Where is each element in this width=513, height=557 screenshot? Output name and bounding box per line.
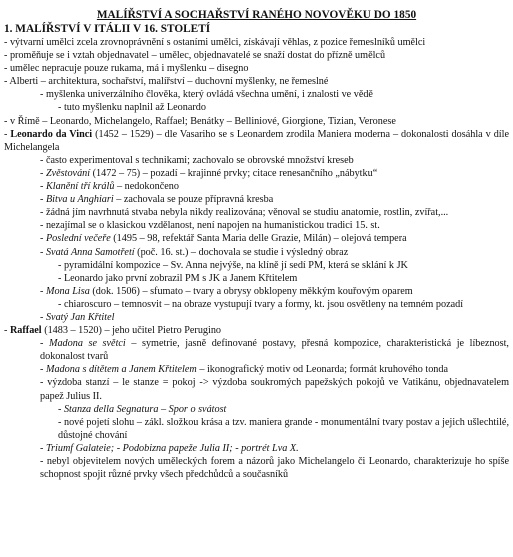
text-line: - umělec nepracuje pouze rukama, má i myšlenku – disegno: [4, 63, 249, 75]
artwork-title: Triumf Galateie; - Podobizna papeže Julia II; - portrét Lva X.: [45, 442, 299, 454]
artwork-title: Klanění tří králů: [45, 181, 115, 193]
artwork-title: Bitva u Anghiari: [45, 194, 114, 206]
text-line: - Svatá Anna Samotřetí (poč. 16. st.) – dochovala se studie i výsledný obraz: [40, 246, 349, 258]
artwork-title: Svatý Jan Křtitel: [45, 311, 115, 323]
artist-name: Raffael: [9, 325, 42, 337]
text-line: - Leonardo jako první zobrazil PM s JK a Janem Křtitelem: [58, 272, 298, 284]
text-span: (1472 – 75) – pozadí – krajinné prvky; citace renesančního „nábytku“: [90, 167, 378, 179]
text-span: – nedokončeno: [114, 181, 179, 193]
artwork-title: Stanza della Segnatura – Spor o svátost: [63, 403, 227, 415]
text-line: - Svatý Jan Křtitel: [40, 311, 115, 323]
text-span: – ikonografický motiv od Leonarda; formát kruhového tonda: [196, 364, 448, 376]
text-span: – zachovala se pouze přípravná kresba: [113, 194, 274, 206]
text-paragraph: - chiaroscuro – temnosvit – na obraze vystupují tvary a formy, kt. jsou osvětleny na temném pozadí: [58, 298, 464, 310]
text-span: (1495 – 98, refektář Santa Maria delle Grazie, Milán) – olejová tempera: [110, 233, 407, 245]
text-line: - Mona Lisa (dok. 1506) – sfumato – tvary a obrysy obklopeny měkkým kouřovým oparem: [40, 285, 413, 297]
text-line: - pyramidální kompozice – Sv. Anna nejvýše, na klíně jí sedí PM, která se sklání k JK: [58, 259, 408, 271]
text-line: - v Římě – Leonardo, Michelangelo, Raffael; Benátky – Belliniové, Giorgione, Tizian, Veronese: [4, 115, 396, 127]
text-line: - často experimentoval s technikami; zachovalo se obrovské množství kreseb: [40, 154, 354, 166]
text-paragraph: - nové pojetí slohu – zákl. složkou krása a tzv. maniera grande - monumentální tvary postav a jejich ušlechtilé, důstojné chování: [58, 416, 509, 441]
document-title: MALÍŘSTVÍ A SOCHAŘSTVÍ RANÉHO NOVOVĚKU DO 1850: [96, 9, 417, 21]
text-line: - Zvěstování (1472 – 75) – pozadí – krajinné prvky; citace renesančního „nábytku“: [40, 167, 378, 179]
artwork-title: Zvěstování: [45, 167, 91, 179]
text-line: - nezajímal se o klasickou vzdělanost, není napojen na humanistickou tradici 15. st.: [40, 220, 380, 232]
text-line: - Bitva u Anghiari – zachovala se pouze přípravná kresba: [40, 194, 274, 206]
text-span: – symetrie, jasně definované postavy, přesná kompozice, charakteristická je líbeznost, dokonalost tvarů: [40, 338, 509, 363]
text-span: (1483 – 1520) – jeho učitel Pietro Perugino: [41, 325, 222, 337]
text-span: (poč. 16. st.) – dochovala se studie i výsledný obraz: [134, 246, 349, 258]
text-paragraph: - nebyl objevitelem nových uměleckých forem a názorů jako Michelangelo či Leonardo, charakterizuje ho spíše schopnost spojit různé prvky všech předchůdců a současníků: [40, 456, 509, 481]
text-paragraph: - výzdoba stanzí – le stanze = pokoj -> výzdoba soukromých papežských pokojů ve Vatikánu, objednavatelem papež Julius II.: [40, 377, 509, 402]
text-line: - Triumf Galateie; - Podobizna papeže Julia II; - portrét Lva X.: [40, 442, 299, 454]
text-line: - myšlenka univerzálního člověka, který ovládá všechna umění, i znalosti ve vědě: [40, 89, 373, 101]
text-span: (dok. 1506) – sfumato – tvary a obrysy obklopeny měkkým kouřovým oparem: [89, 285, 413, 297]
text-line: - Madona s dítětem a Janem Křtitelem – ikonografický motiv od Leonarda; formát kruhového tonda: [40, 364, 448, 376]
text-line: - výtvarní umělci zcela zrovnoprávnění s ostaními umělci, získávají věhlas, z pozice řemeslníků umělci: [4, 37, 426, 48]
text-paragraph: - Madona se světci – symetrie, jasně definované postavy, přesná kompozice, charakteristická je líbeznost, dokonalost tvarů: [40, 338, 509, 363]
text-line: - tuto myšlenku naplnil až Leonardo: [58, 102, 206, 114]
text-line: - Klanění tří králů – nedokončeno: [40, 181, 179, 193]
artwork-title: Madona s dítětem a Janem Křtitelem: [45, 364, 197, 376]
artwork-title: Mona Lisa: [45, 285, 90, 297]
artist-name: Leonardo da Vinci: [10, 128, 93, 140]
text-line: - Poslední večeře (1495 – 98, refektář Santa Maria delle Grazie, Milán) – olejová tempera: [40, 233, 407, 245]
text-line: - Raffael (1483 – 1520) – jeho učitel Pietro Perugino: [4, 325, 222, 337]
text-span: (1452 – 1529) – dle Vasariho se s Leonardem zrodila Maniera moderna – dokonalosti dosáhla v díle Michelangela: [4, 128, 509, 153]
artwork-title: Svatá Anna Samotřetí: [45, 246, 135, 258]
text-line: - proměňuje se i vztah objednavatel – umělec, objednavatelé se snaží dostat do přízně umělců: [4, 50, 386, 62]
text-line: - Alberti – architektura, sochařství, malířství – duchovní myšlenky, ne řemeslné: [4, 76, 329, 88]
text-line: - žádná jím navrhnutá stvaba nebyla nikdy realizována; věnoval se studiu anatomie, rostlin, zvířat,...: [40, 207, 449, 219]
artwork-title: Poslední večeře: [45, 233, 111, 245]
text-line: - Stanza della Segnatura – Spor o svátost: [58, 403, 227, 415]
section-heading: 1. MALÍŘSTVÍ V ITÁLII V 16. STOLETÍ: [4, 23, 211, 35]
artwork-title: Madona se světci: [48, 338, 126, 350]
text-paragraph: - Leonardo da Vinci (1452 – 1529) – dle Vasariho se s Leonardem zrodila Maniera moderna – dokonalosti dosáhla v díle Michelangela: [4, 128, 509, 153]
